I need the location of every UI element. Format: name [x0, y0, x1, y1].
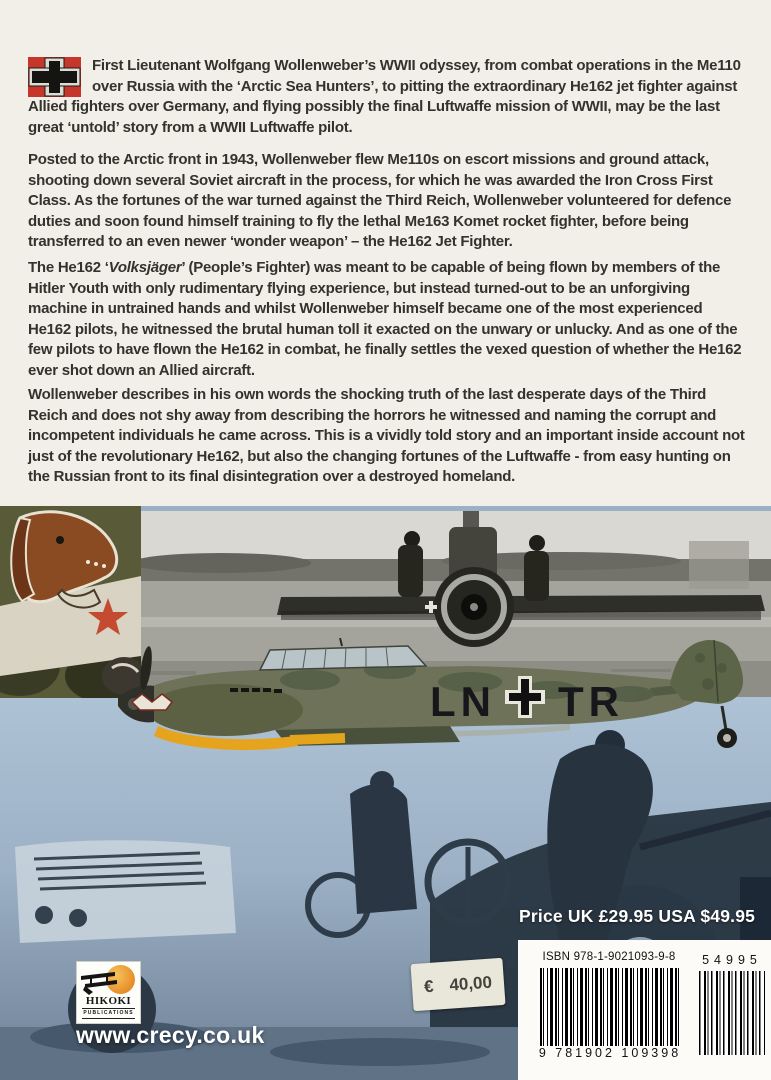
price-text: Price UK £29.95 USA $49.95 [519, 906, 756, 926]
blurb-paragraph-1 [28, 56, 747, 138]
crew-figure [350, 784, 417, 914]
publisher-subtitle: PUBLICATIONS [83, 1010, 134, 1016]
website-url: www.crecy.co.uk [76, 1022, 265, 1048]
blurb-paragraph-1-text: First Lieutenant Wolfgang Wollenweber’s WWII odyssey, from combat operations in the Me110 over Russia with the ‘Arctic Sea Hunters’, to pitting the extraordinary He162 jet fighter against Allied fighters over Germany, and flying possibly the final Luftwaffe mission of WWII, may be the last great ‘untold’ story from a WWII Luftwaffe pilot. [28, 57, 741, 136]
fuselage-code-left: LN [430, 678, 496, 725]
volksjaeger-italic: Volksjäger [108, 259, 182, 276]
logo-rule [82, 1008, 135, 1009]
blurb-paragraph-3-lead: The He162 ‘ [28, 259, 109, 276]
tail-fin [670, 640, 743, 704]
sticker-currency: € [423, 976, 435, 996]
blurb-paragraph-4: Wollenweber describes in his own words the shocking truth of the last desperate days of the Third Reich and does not shy away from describing the horrors he witnessed and naming the corrupt and incompetent individuals he came across. This is a vividly told story and an important inside account not just of the revolutionary He162, but also the changing fortunes of the Luftwaffe - from easy hunting on the Russian front to its final disintegration over a destroyed homeland. [28, 386, 745, 485]
blurb-paragraph-2: Posted to the Arctic front in 1943, Wollenweber flew Me110s on escort missions and ground attack, shooting down several Soviet aircraft in the process, for which he was awarded the Iron Cross First Class. As the fortunes of the war turned against the Third Reich, Wollenweber volunteered for defence duties and soon found himself training to fly the lethal Me163 Komet rocket fighter, before being transferred to an even newer ‘wonder weapon’ – the He162 Jet Fighter. [28, 151, 732, 250]
hikoki-logo [77, 962, 140, 1023]
ean-barcode [540, 968, 680, 1046]
canopy [260, 646, 426, 670]
fuselage-code-right: TR [558, 678, 624, 725]
isbn-text: ISBN 978-1-9021093-9-8 [542, 951, 676, 963]
supplement-barcode [699, 971, 765, 1055]
blurb-paragraph-3-rest: ’ (People’s Fighter) was meant to be capable of being flown by members of the Hitler Youth with only rudimentary flying experience, but instead turned-out to be an unforgiving machine in untrained hands and whilst Wollenweber himself became one of the most experienced He162 pilots, he witnessed the brutal human toll it exacted on the unwary or unlucky. And as one of the few pilots to have flown the He162 in combat, he finally settles the vexed question of whether the He162 ever shot down an Allied aircraft. [28, 259, 742, 379]
barcode-panel [518, 940, 771, 1080]
price-sticker [410, 958, 505, 1011]
photo-montage [0, 506, 771, 1080]
me110-profile-artwork [110, 638, 755, 796]
supplement-code: 54995 [702, 953, 762, 967]
biplane-icon [79, 968, 121, 996]
antenna-mast [340, 638, 342, 646]
propeller-blade [138, 646, 154, 691]
barcode-digits: 9 781902 109398 [538, 1046, 682, 1060]
sticker-amount: 40,00 [448, 972, 493, 995]
publisher-name: HIKOKI [85, 995, 132, 1007]
logo-rule [82, 1018, 135, 1019]
blurb-paragraph-3 [28, 258, 747, 381]
balkenkreuz-icon [28, 57, 81, 97]
